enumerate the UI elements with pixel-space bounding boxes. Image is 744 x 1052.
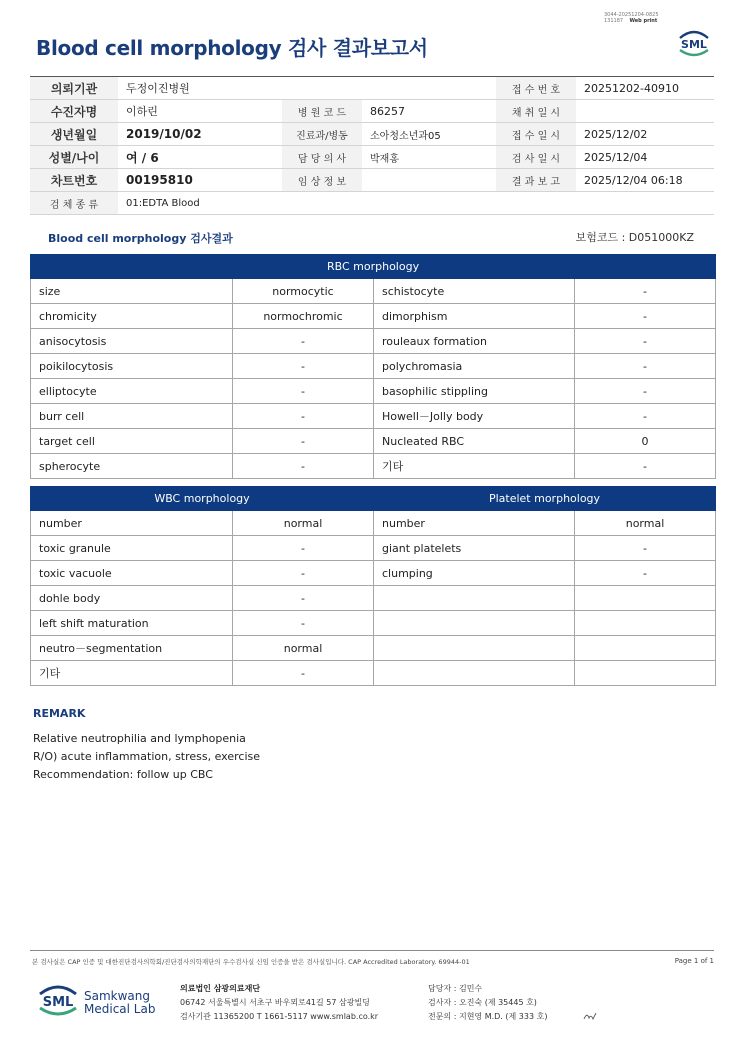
info-label: 접 수 번 호 — [496, 77, 576, 100]
item-name: Howell－Jolly body — [374, 404, 575, 429]
info-label: 검 사 일 시 — [496, 146, 576, 169]
info-value: 박재홍 — [362, 146, 496, 169]
item-value: - — [233, 429, 374, 454]
item-value — [575, 586, 716, 611]
table-row — [31, 611, 716, 636]
item-value: - — [233, 454, 374, 479]
item-name: number — [31, 511, 233, 536]
item-value: normocytic — [233, 279, 374, 304]
remark-title: REMARK — [33, 707, 86, 720]
patient-info-table — [30, 76, 714, 215]
table-row — [31, 354, 716, 379]
remark-text — [33, 730, 260, 784]
info-value: 2019/10/02 — [118, 123, 282, 146]
item-name: burr cell — [31, 404, 233, 429]
table-row — [31, 661, 716, 686]
info-label: 담 당 의 사 — [282, 146, 362, 169]
item-name: toxic granule — [31, 536, 233, 561]
info-value: 이하린 — [118, 100, 282, 123]
footer-logo-text: SML — [42, 995, 74, 1010]
item-value: - — [575, 454, 716, 479]
table-row — [31, 561, 716, 586]
wbc-platelet-table — [30, 486, 716, 686]
table-row — [31, 404, 716, 429]
info-label: 생년월일 — [30, 123, 118, 146]
logo-text: SML — [681, 38, 707, 51]
item-value: - — [233, 586, 374, 611]
item-value: normal — [233, 511, 374, 536]
item-name: neutro－segmentation — [31, 636, 233, 661]
info-row — [30, 169, 714, 192]
staff-line: 담당자 : 김민수 — [428, 984, 483, 993]
table-row — [31, 279, 716, 304]
item-name: poikilocytosis — [31, 354, 233, 379]
reference-sub: 131187 — [604, 18, 624, 24]
item-value: - — [233, 561, 374, 586]
table-row — [31, 454, 716, 479]
info-label: 채 취 일 시 — [496, 100, 576, 123]
item-name: basophilic stippling — [374, 379, 575, 404]
wbc-header: WBC morphology — [31, 487, 374, 511]
item-name — [374, 636, 575, 661]
item-name: giant platelets — [374, 536, 575, 561]
org-contact: 검사기관 11365200 T 1661-5117 www.smlab.co.kr — [180, 1012, 379, 1021]
item-value: - — [575, 329, 716, 354]
info-label: 의뢰기관 — [30, 77, 118, 100]
item-name — [374, 661, 575, 686]
table-row — [31, 429, 716, 454]
item-name: left shift maturation — [31, 611, 233, 636]
info-row — [30, 123, 714, 146]
info-label: 성별/나이 — [30, 146, 118, 169]
info-label: 진료과/병동 — [282, 123, 362, 146]
info-empty — [282, 77, 362, 100]
item-value: - — [575, 279, 716, 304]
brand-name — [84, 990, 155, 1016]
info-label: 차트번호 — [30, 169, 118, 192]
item-value: - — [575, 379, 716, 404]
table-row — [31, 536, 716, 561]
item-value: - — [233, 404, 374, 429]
item-value — [575, 636, 716, 661]
item-name: 기타 — [374, 454, 575, 479]
page-number: Page 1 of 1 — [674, 957, 714, 965]
item-name: clumping — [374, 561, 575, 586]
info-value: 두정이진병원 — [118, 77, 282, 100]
info-value: 00195810 — [118, 169, 282, 192]
sml-logo — [674, 26, 714, 60]
item-name: dimorphism — [374, 304, 575, 329]
item-name: anisocytosis — [31, 329, 233, 354]
table-row — [31, 329, 716, 354]
wbc-platelet-rows — [31, 511, 716, 686]
item-name — [374, 586, 575, 611]
info-empty — [362, 77, 496, 100]
info-value: 2025/12/02 — [576, 123, 714, 146]
item-name: spherocyte — [31, 454, 233, 479]
item-value — [575, 661, 716, 686]
item-name: number — [374, 511, 575, 536]
item-value: - — [575, 404, 716, 429]
org-address: 06742 서울특별시 서초구 바우뫼로41길 57 삼광빌딩 — [180, 998, 370, 1007]
organization-info — [180, 982, 378, 1024]
item-value: - — [233, 354, 374, 379]
item-value: - — [233, 611, 374, 636]
samkwang-logo — [36, 980, 80, 1020]
item-name: elliptocyte — [31, 379, 233, 404]
brand-line: Samkwang — [84, 989, 150, 1003]
table-row — [31, 586, 716, 611]
rbc-morphology-table — [30, 254, 716, 479]
staff-info — [428, 982, 547, 1024]
info-row — [30, 146, 714, 169]
rbc-rows — [31, 279, 716, 479]
info-value: 20251202-40910 — [576, 77, 714, 100]
accreditation-note: 본 검사실은 CAP 인증 및 대한진단검사의학회/진단검사의학재단의 우수검사실 신임 인증을 받은 검사실입니다. CAP Accredited Laboratory. 69944-01 — [32, 958, 470, 966]
reference-number: 3044-20251204-0825 — [604, 12, 659, 18]
info-label: 병 원 코 드 — [282, 100, 362, 123]
item-value: - — [575, 354, 716, 379]
info-value — [576, 100, 714, 123]
page-title: Blood cell morphology 검사 결과보고서 — [36, 36, 428, 60]
remark-line: Relative neutrophilia and lymphopenia — [33, 732, 246, 745]
item-value: normochromic — [233, 304, 374, 329]
item-name: chromicity — [31, 304, 233, 329]
info-row — [30, 192, 714, 215]
platelet-header: Platelet morphology — [374, 487, 716, 511]
item-value: - — [575, 304, 716, 329]
item-value: - — [233, 329, 374, 354]
info-label: 검 체 종 류 — [30, 192, 118, 215]
item-value: - — [233, 661, 374, 686]
table-row — [31, 511, 716, 536]
info-row — [30, 100, 714, 123]
item-value: - — [575, 561, 716, 586]
item-name: target cell — [31, 429, 233, 454]
info-value: 86257 — [362, 100, 496, 123]
item-name: rouleaux formation — [374, 329, 575, 354]
org-name: 의료법인 삼광의료재단 — [180, 984, 261, 993]
info-label: 임 상 정 보 — [282, 169, 362, 192]
info-value: 2025/12/04 06:18 — [576, 169, 714, 192]
item-name: size — [31, 279, 233, 304]
brand-line: Medical Lab — [84, 1002, 156, 1016]
rbc-header: RBC morphology — [31, 255, 716, 279]
info-value: 01:EDTA Blood — [118, 192, 714, 215]
info-value — [362, 169, 496, 192]
table-row — [31, 304, 716, 329]
result-section-title: Blood cell morphology 검사결과 — [48, 232, 233, 245]
item-name: toxic vacuole — [31, 561, 233, 586]
info-value: 여 / 6 — [118, 146, 282, 169]
table-row — [31, 379, 716, 404]
report-reference — [604, 12, 659, 24]
remark-line: R/O) acute inflammation, stress, exercise — [33, 750, 261, 763]
info-value: 소아청소년과05 — [362, 123, 496, 146]
info-value: 2025/12/04 — [576, 146, 714, 169]
item-value: 0 — [575, 429, 716, 454]
staff-line: 검사자 : 오진숙 (제 35445 호) — [428, 998, 537, 1007]
item-value: normal — [575, 511, 716, 536]
item-value: - — [575, 536, 716, 561]
info-label: 수진자명 — [30, 100, 118, 123]
insurance-code: 보험코드 : D051000KZ — [575, 231, 694, 244]
item-value: - — [233, 536, 374, 561]
item-value — [575, 611, 716, 636]
item-value: normal — [233, 636, 374, 661]
item-name — [374, 611, 575, 636]
item-name: polychromasia — [374, 354, 575, 379]
item-name: 기타 — [31, 661, 233, 686]
staff-line: 전문의 : 지현영 M.D. (제 333 호) — [428, 1012, 548, 1021]
web-print-label: Web print — [629, 18, 658, 24]
signature-mark — [582, 1010, 598, 1022]
table-row — [31, 636, 716, 661]
remark-line: Recommendation: follow up CBC — [33, 768, 213, 781]
item-name: Nucleated RBC — [374, 429, 575, 454]
info-row — [30, 77, 714, 100]
item-name: schistocyte — [374, 279, 575, 304]
footer-divider — [30, 950, 714, 951]
item-name: dohle body — [31, 586, 233, 611]
info-label: 결 과 보 고 — [496, 169, 576, 192]
info-label: 접 수 일 시 — [496, 123, 576, 146]
item-value: - — [233, 379, 374, 404]
